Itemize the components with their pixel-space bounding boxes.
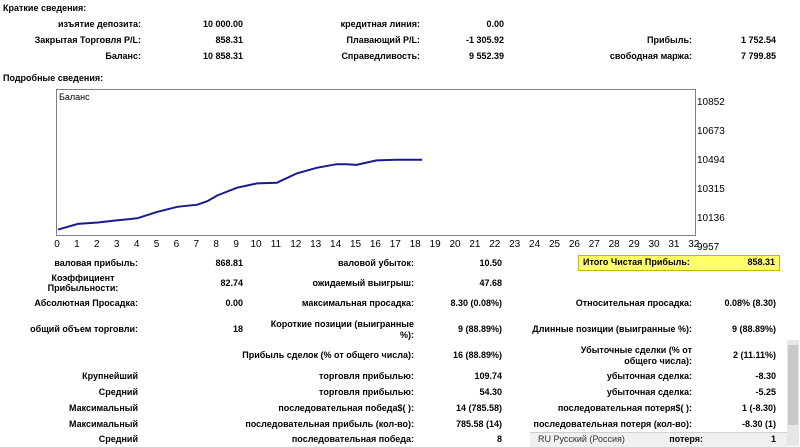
long-positions-value: 9 (88.89%) [731, 324, 776, 334]
summary-value-free-margin: 7 799.85 [740, 51, 776, 61]
profit-trades-value: 16 (88.89%) [452, 350, 502, 360]
x-tick-label: 28 [608, 239, 620, 250]
largest-profit-label: торговля прибылью: [319, 371, 414, 381]
average-loss-value: -5.25 [755, 387, 776, 397]
details-title: Подробные сведения: [3, 73, 104, 83]
x-tick-label: 11 [270, 239, 282, 250]
largest-loss-label: убыточная сделка: [606, 371, 692, 381]
summary-title: Краткие сведения: [3, 3, 87, 13]
y-tick-label: 9957 [697, 242, 720, 253]
summary-value-withdrawal: 10 000.00 [202, 19, 243, 29]
y-tick-label: 10136 [697, 213, 725, 224]
long-positions-label: Длинные позиции (выигранные %): [532, 324, 692, 334]
gross-profit-value: 868.81 [215, 258, 243, 268]
x-tick-label: 13 [310, 239, 322, 250]
x-tick-label: 7 [193, 239, 200, 250]
x-tick-label: 4 [133, 239, 140, 250]
x-tick-label: 18 [409, 239, 421, 250]
balance-series-line [58, 160, 422, 230]
x-tick-label: 9 [233, 239, 239, 250]
summary-label-credit: кредитная линия: [340, 19, 420, 29]
maximal-label: Максимальный [69, 419, 138, 429]
maximum-label: Максимальный [69, 403, 138, 413]
x-tick-label: 32 [688, 239, 700, 250]
gross-loss-value: 10.50 [479, 258, 502, 268]
total-trades-label: общий объем торговли: [30, 324, 138, 334]
x-tick-label: 23 [509, 239, 521, 250]
avg-consec-losses-label: потеря: [669, 434, 703, 444]
avg-consec-wins-label: последовательная победа: [291, 434, 414, 444]
x-tick-label: 16 [369, 239, 381, 250]
avg-label: Средний [98, 434, 138, 444]
abs-drawdown-value: 0.00 [225, 298, 243, 308]
largest-loss-value: -8.30 [755, 371, 776, 381]
average-label: Средний [98, 387, 138, 397]
summary-value-balance: 10 858.31 [202, 51, 243, 61]
max-consec-wins-label: последовательная победа$( ): [278, 403, 414, 413]
summary-value-closed-pl: 858.31 [215, 35, 243, 45]
x-tick-label: 6 [173, 239, 180, 250]
chart-title: Баланс [59, 92, 90, 102]
rel-drawdown-value: 0.08% (8.30) [724, 298, 776, 308]
x-tick-label: 1 [74, 239, 80, 250]
abs-drawdown-label: Абсолютная Просадка: [34, 298, 138, 308]
x-tick-label: 25 [548, 239, 561, 250]
x-tick-label: 24 [529, 239, 541, 250]
net-profit-value: 858.31 [747, 257, 775, 267]
summary-value-floating-pl: -1 305.92 [465, 35, 504, 45]
rel-drawdown-label: Относительная просадка: [575, 298, 692, 308]
net-profit-highlight [578, 255, 780, 271]
x-tick-label: 10 [250, 239, 262, 250]
summary-label-free-margin: свободная маржа: [609, 51, 692, 61]
largest-label: Крупнейший [82, 371, 138, 381]
avg-consec-wins-value: 8 [496, 434, 502, 444]
profit-factor-value: 82.74 [220, 278, 243, 288]
x-tick-label: 26 [568, 239, 580, 250]
scrollbar-thumb[interactable] [788, 345, 798, 425]
max-drawdown-label: максимальная просадка: [301, 298, 414, 308]
chart-plot [57, 90, 695, 235]
x-tick-label: 21 [469, 239, 481, 250]
summary-label-balance: Баланс: [105, 51, 141, 61]
loss-trades-label: Убыточные сделки (% от общего числа): [580, 345, 692, 366]
max-consec-loss-value: -8.30 (1) [741, 419, 776, 429]
max-consec-losses-value: 1 (-8.30) [741, 403, 776, 413]
summary-label-equity: Справедливость: [341, 51, 420, 61]
total-trades-value: 18 [232, 324, 243, 334]
x-tick-label: 20 [449, 239, 461, 250]
x-tick-label: 2 [94, 239, 100, 250]
x-tick-label: 12 [290, 239, 302, 250]
x-tick-label: 29 [628, 239, 640, 250]
max-consec-losses-label: последовательная потеря$( ): [557, 403, 692, 413]
max-consec-wins-value: 14 (785.58) [455, 403, 502, 413]
x-tick-label: 8 [213, 239, 219, 250]
summary-label-closed-pl: Закрытая Торговля P/L: [34, 35, 141, 45]
x-tick-label: 17 [389, 239, 401, 250]
x-tick-label: 5 [153, 239, 160, 250]
x-tick-label: 30 [648, 239, 660, 250]
gross-loss-label: валовой убыток: [338, 258, 414, 268]
balance-chart [56, 89, 696, 236]
summary-label-profit: Прибыль: [647, 35, 692, 45]
short-positions-value: 9 (88.89%) [457, 324, 502, 334]
summary-label-floating-pl: Плавающий P/L: [346, 35, 420, 45]
expected-payoff-value: 47.68 [479, 278, 502, 288]
summary-value-profit: 1 752.54 [740, 35, 776, 45]
x-tick-label: 22 [489, 239, 501, 250]
x-tick-label: 27 [588, 239, 600, 250]
max-drawdown-value: 8.30 (0.08%) [450, 298, 502, 308]
x-tick-label: 19 [429, 239, 441, 250]
x-tick-label: 14 [330, 239, 342, 250]
max-consec-profit-value: 785.58 (14) [455, 419, 502, 429]
avg-consec-losses-value: 1 [770, 434, 776, 444]
summary-value-credit: 0.00 [486, 19, 504, 29]
net-profit-label: Итого Чистая Прибыль: [583, 257, 690, 267]
language-indicator[interactable]: RU Русский (Россия) [538, 434, 625, 444]
x-tick-label: 15 [349, 239, 362, 250]
average-profit-label: торговля прибылью: [319, 387, 414, 397]
x-tick-label: 3 [113, 239, 120, 250]
summary-value-equity: 9 552.39 [468, 51, 504, 61]
average-loss-label: убыточная сделка: [606, 387, 692, 397]
average-profit-value: 54.30 [479, 387, 502, 397]
y-tick-label: 10315 [697, 184, 725, 195]
x-tick-label: 31 [668, 239, 680, 250]
short-positions-label: Короткие позиции (выигранные %): [270, 319, 414, 340]
loss-trades-value: 2 (11.11%) [732, 350, 776, 360]
y-tick-label: 10673 [697, 126, 725, 137]
profit-trades-label: Прибыль сделок (% от общего числа): [242, 350, 414, 360]
expected-payoff-label: ожидаемый выигрыш: [312, 278, 414, 288]
language-bar[interactable] [530, 432, 787, 447]
y-tick-label: 10852 [697, 97, 725, 108]
largest-profit-value: 109.74 [474, 371, 502, 381]
profit-factor-label: Коэффициент Прибыльности: [47, 273, 119, 293]
max-consec-loss-label: последовательная потеря (кол-во): [533, 419, 692, 429]
x-tick-label: 0 [54, 239, 60, 250]
gross-profit-label: валовая прибыль: [54, 258, 138, 268]
max-consec-profit-label: последовательная прибыль (кол-во): [245, 419, 414, 429]
y-tick-label: 10494 [697, 155, 725, 166]
summary-label-withdrawal: изъятие депозита: [58, 19, 141, 29]
